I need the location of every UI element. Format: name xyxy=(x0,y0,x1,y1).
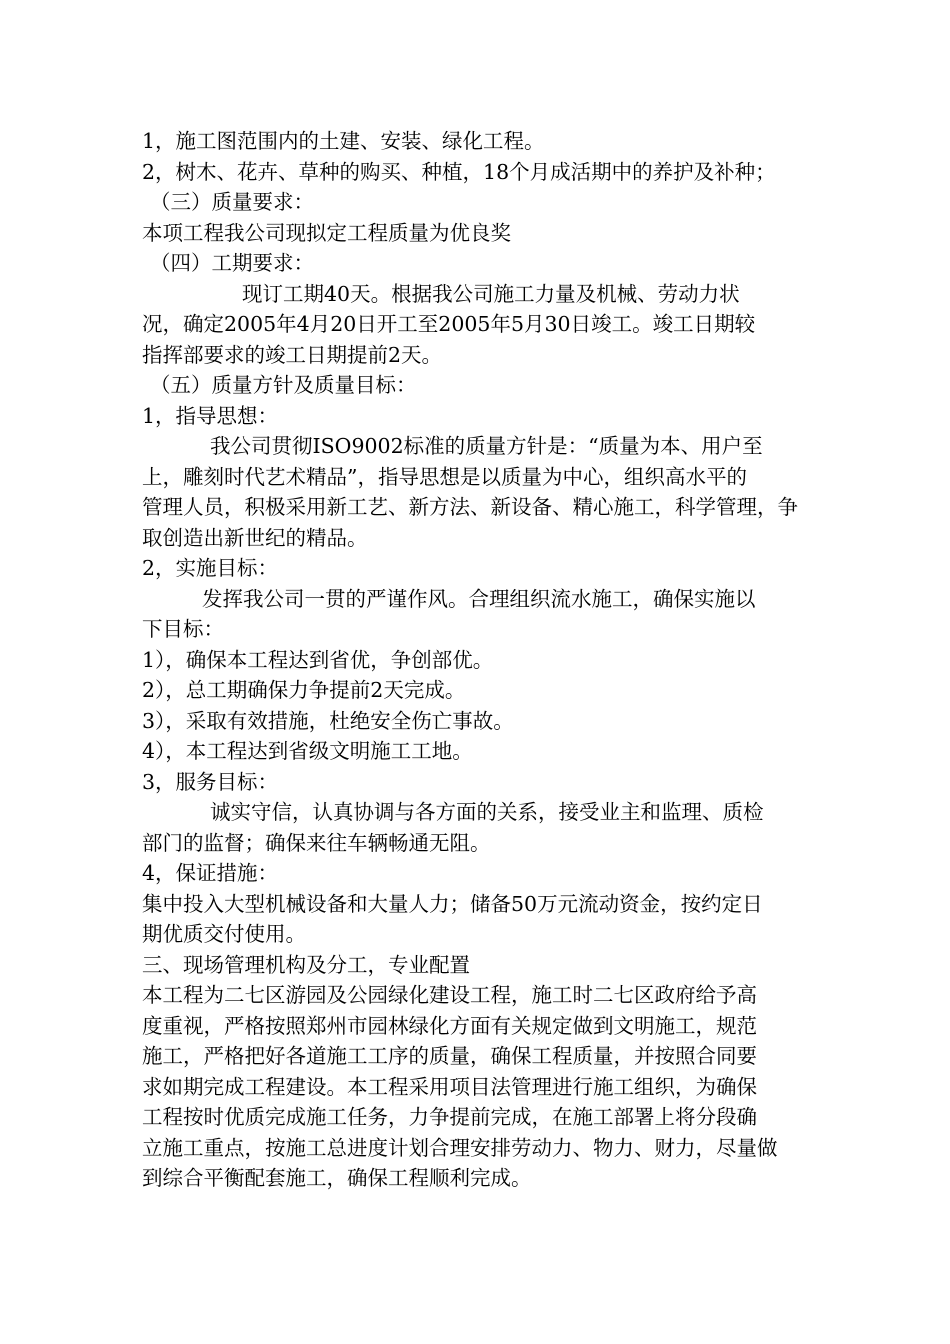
service-goals-paragraph-line: 部门的监督；确保来往车辆畅通无阻。 xyxy=(142,830,491,855)
subheading-guiding-idea: 1，指导思想： xyxy=(142,403,279,428)
quality-requirements-text: 本项工程我公司现拟定工程质量为优良奖 xyxy=(142,220,511,245)
section-heading-site-management: 三、现场管理机构及分工，专业配置 xyxy=(142,952,470,977)
guiding-idea-paragraph-line: 我公司贯彻ISO9002标准的质量方针是：“质量为本、用户至 xyxy=(210,434,763,458)
guarantee-measures-paragraph-line: 期优质交付使用。 xyxy=(142,922,306,946)
document-body xyxy=(142,126,812,1194)
site-management-paragraph-line: 到综合平衡配套施工，确保工程顺利完成。 xyxy=(142,1166,532,1190)
site-management-paragraph-line: 本工程为二七区游园及公园绿化建设工程，施工时二七区政府给予高 xyxy=(142,983,757,1007)
site-management-paragraph-line: 工程按时优质完成施工任务，力争提前完成，在施工部署上将分段确 xyxy=(142,1105,757,1129)
section-heading-quality-requirements: （三）质量要求： xyxy=(150,190,314,214)
scope-item-1: 1，施工图范围内的土建、安装、绿化工程。 xyxy=(142,129,545,153)
site-management-paragraph-line: 求如期完成工程建设。本工程采用项目法管理进行施工组织，为确保 xyxy=(142,1074,757,1099)
schedule-paragraph-line: 指挥部要求的竣工日期提前2天。 xyxy=(142,342,443,367)
schedule-paragraph-line: 况，确定2005年4月20日开工至2005年5月30日竣工。竣工日期较 xyxy=(142,312,756,336)
site-management-paragraph-line: 立施工重点，按施工总进度计划合理安排劳动力、物力、财力，尽量做 xyxy=(142,1135,778,1160)
subheading-implementation-goals: 2，实施目标： xyxy=(142,556,279,580)
goal-list-item: 2），总工期确保力争提前2天完成。 xyxy=(142,678,466,702)
site-management-paragraph-line: 施工，严格把好各道施工工序的质量，确保工程质量，并按照合同要 xyxy=(142,1044,757,1068)
guiding-idea-paragraph-line: 上，雕刻时代艺术精品”，指导思想是以质量为中心，组织高水平的 xyxy=(142,464,747,489)
subheading-service-goals: 3，服务目标： xyxy=(142,769,279,794)
schedule-paragraph-line: 现订工期40天。根据我公司施工力量及机械、劳动力状 xyxy=(242,281,740,306)
section-heading-quality-policy: （五）质量方针及质量目标： xyxy=(150,373,417,397)
implementation-goals-paragraph-line: 下目标： xyxy=(142,617,224,641)
scope-item-2: 2，树木、花卉、草种的购买、种植，18个月成活期中的养护及补种； xyxy=(142,159,776,184)
service-goals-paragraph-line: 诚实守信，认真协调与各方面的关系，接受业主和监理、质检 xyxy=(210,800,764,824)
guiding-idea-paragraph-line: 管理人员，积极采用新工艺、新方法、新设备、精心施工，科学管理，争 xyxy=(142,495,798,519)
subheading-guarantee-measures: 4，保证措施： xyxy=(142,861,279,885)
goal-list-item: 1），确保本工程达到省优，争创部优。 xyxy=(142,647,494,672)
guarantee-measures-paragraph-line: 集中投入大型机械设备和大量人力；储备50万元流动资金，按约定日 xyxy=(142,891,763,916)
implementation-goals-paragraph-line: 发挥我公司一贯的严谨作风。合理组织流水施工，确保实施以 xyxy=(202,586,756,611)
goal-list-item: 4），本工程达到省级文明施工工地。 xyxy=(142,739,473,763)
goal-list-item: 3），采取有效措施，杜绝安全伤亡事故。 xyxy=(142,708,514,733)
guiding-idea-paragraph-line: 取创造出新世纪的精品。 xyxy=(142,525,368,550)
section-heading-schedule-requirements: （四）工期要求： xyxy=(150,251,314,275)
site-management-paragraph-line: 度重视，严格按照郑州市园林绿化方面有关规定做到文明施工，规范 xyxy=(142,1013,757,1038)
